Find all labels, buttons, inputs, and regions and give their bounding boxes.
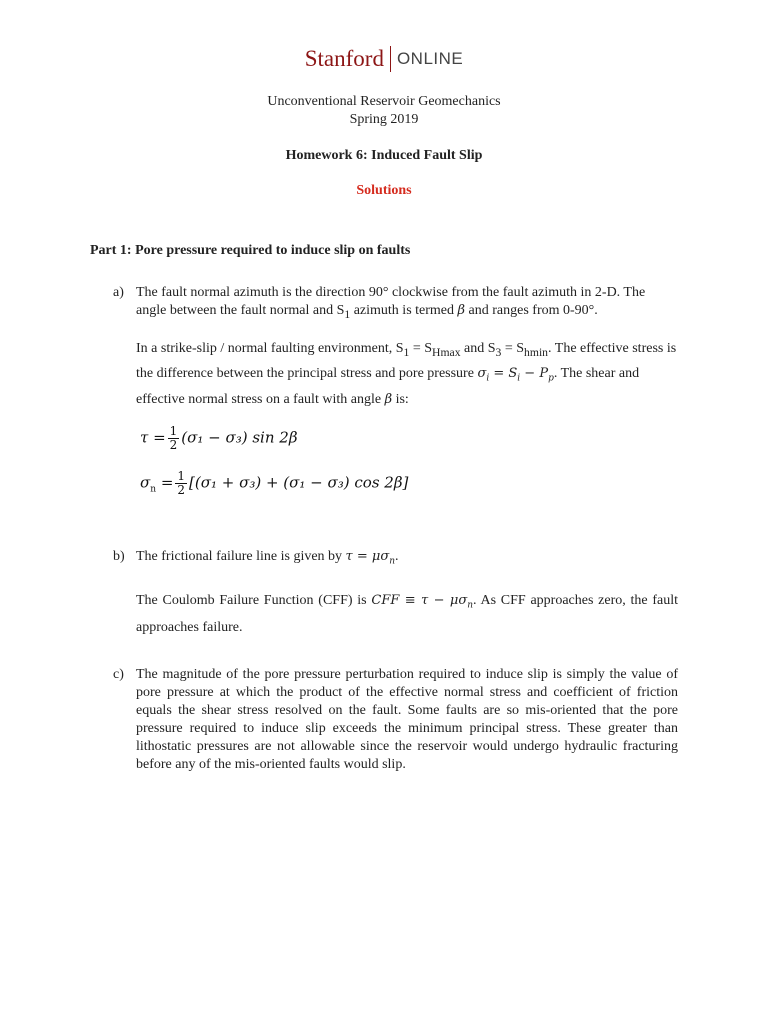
item-b-marker: b) <box>113 549 125 564</box>
stanford-online-logo <box>0 46 768 72</box>
course-title: Unconventional Reservoir Geomechanics <box>267 94 501 109</box>
solutions-label: Solutions <box>356 183 412 198</box>
shear-stress-equation: τ = $\frac{1}{2}$ (σ₁ − σ₃) sin 2β <box>140 424 298 452</box>
item-a-paragraph-1: The fault normal azimuth is the direction 90° clockwise from the fault azimuth in 2-D. The angle between the fault normal and $S_1$ azimuth is termed β and ranges from 0-90°. <box>136 285 646 321</box>
normal-stress-equation: $\sigma_n$ = $\frac{1}{2}$ [(σ₁ + σ₃) + (σ₁ − σ₃) cos 2β] <box>140 469 409 497</box>
logo-brand: Stanford <box>304 46 384 71</box>
term: Spring 2019 <box>349 112 419 127</box>
part1-heading: Part 1: Pore pressure required to induce slip on faults <box>90 243 411 258</box>
item-c-marker: c) <box>113 667 124 682</box>
item-b-paragraph-2: The Coulomb Failure Function (CFF) is CFF ≡ $\tau - \mu\sigma_n$. As CFF approaches zero, the fault approaches failure. <box>136 593 678 635</box>
logo-divider <box>390 46 391 72</box>
item-b-paragraph-1: The frictional failure line is given by $\tau = \mu\sigma_n$. <box>136 549 399 567</box>
item-a-paragraph-2: In a strike-slip / normal faulting environment, $S_1 = S_{Hmax}$ and $S_3 = S_{hmin}$. The effective stress is the difference between the principal stress and pore pressure $\sigma_i = S_i - P_p$. The shear and effective normal stress on a fault with angle β is: <box>136 341 677 408</box>
homework-title: Homework 6: Induced Fault Slip <box>285 148 483 163</box>
logo-sub: ONLINE <box>396 49 464 68</box>
item-a-marker: a) <box>113 285 124 300</box>
item-c-paragraph: The magnitude of the pore pressure perturbation required to induce slip is simply the value of pore pressure at which the product of the effective normal stress and coefficient of friction equals the shear stress resolved on the fault. Some faults are so mis-oriented that the pore pressure required to induce slip exceeds the minimum principal stress. These greater than lithostatic pressures are not allowable since the reservoir would undergo hydraulic fracturing before any of the mis-oriented faults would slip. <box>136 667 678 772</box>
